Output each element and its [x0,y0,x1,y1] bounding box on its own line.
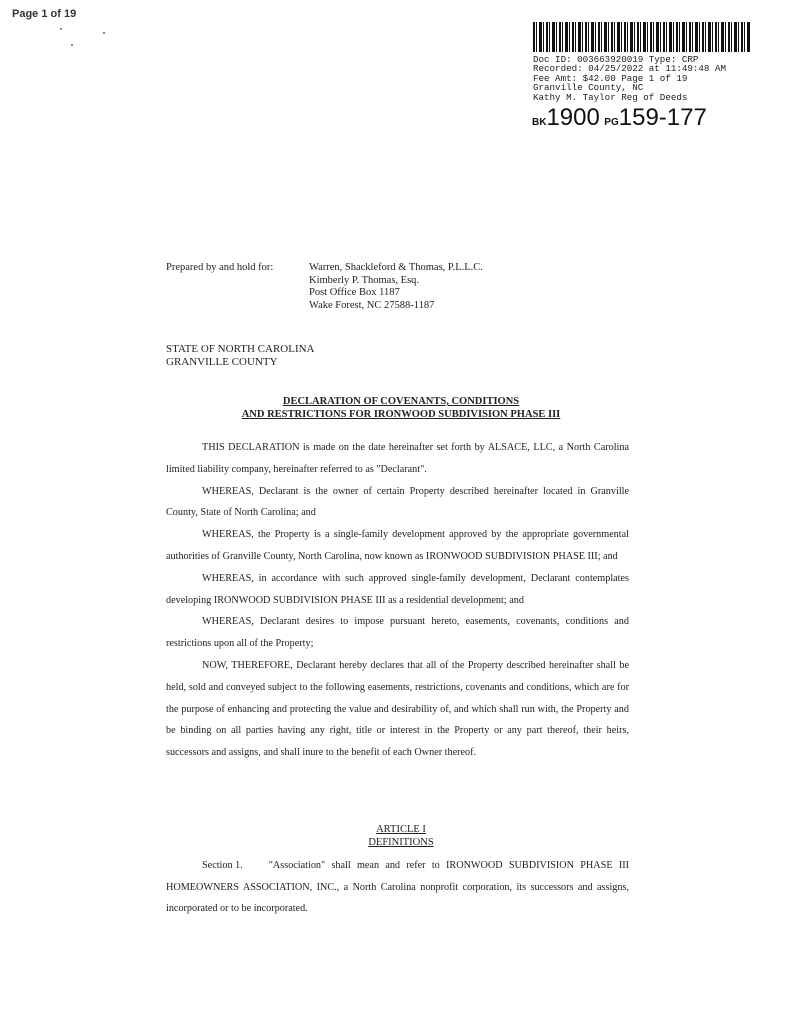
section-label: Section 1. [202,860,243,871]
paragraph: NOW, THEREFORE, Declarant hereby declares that all of the Property described hereinafter shall be held, sold and conveyed subject to the following easements, restrictions, covenants and conditions, which are for the purpose of enhancing and protecting the value and desirability of, and which shall run with, the Property and be binding on all parties having any right, title or interest in the Property or any part thereof, their heirs, successors and assigns, and shall inure to the benefit of each Owner thereof. [166,659,629,759]
title-line: DECLARATION OF COVENANTS, CONDITIONS [282,396,520,407]
address-line: Wake Forest, NC 27588-1187 [309,300,435,312]
article-heading [166,824,636,849]
book-number: 1900 [546,104,600,131]
stamp-line: Kathy M. Taylor Reg of Deeds [533,91,688,103]
stamp-line: Doc ID: 003663920019 Type: CRP [533,54,699,65]
paragraph: WHEREAS, in accordance with such approved single-family development, Declarant contemplates developing IRONWOOD SUBDIVISION PHASE III as a residential development; and [166,572,629,606]
recitals [166,437,629,764]
article-title: DEFINITIONS [368,836,434,848]
paragraph: WHEREAS, Declarant desires to impose pursuant hereto, easements, covenants, conditions and restrictions upon all of the Property; [166,616,629,650]
address-line: Warren, Shackleford & Thomas, P.L.L.C. [309,262,483,273]
document-title [166,396,636,421]
state-line: STATE OF NORTH CAROLINA [166,343,315,355]
recording-stamp [533,55,726,102]
bk-label: BK [532,117,547,128]
pg-label: PG [604,117,619,128]
address-line: Kimberly P. Thomas, Esq. [309,274,420,286]
jurisdiction [166,343,315,368]
scan-speck [103,32,105,34]
scan-speck [71,44,73,46]
section-1 [166,855,629,920]
scan-speck [60,28,62,30]
title-line: AND RESTRICTIONS FOR IRONWOOD SUBDIVISION PHASE III [241,408,561,420]
prepared-by-address [309,262,483,313]
address-line: Post Office Box 1187 [309,287,400,299]
county-line: GRANVILLE COUNTY [166,355,278,368]
article-number: ARTICLE I [376,824,426,835]
book-page-reference [532,104,707,132]
barcode [533,22,751,52]
page-indicator: Page 1 of 19 [12,8,77,20]
paragraph: THIS DECLARATION is made on the date hereinafter set forth by ALSACE, LLC, a North Carolina limited liability company, hereinafter referred to as "Declarant". [166,442,629,475]
section-text: "Association" shall mean and refer to IRONWOOD SUBDIVISION PHASE III HOMEOWNERS ASSOCIATION, INC., a North Carolina nonprofit corporation, its successors and assigns, incorporated or to be incorporated. [166,860,629,914]
prepared-by-label: Prepared by and hold for: [166,262,274,273]
paragraph: WHEREAS, the Property is a single-family development approved by the appropriate governmental authorities of Granville County, North Carolina, now known as IRONWOOD SUBDIVISION PHASE III; and [166,529,629,562]
paragraph: WHEREAS, Declarant is the owner of certain Property described hereinafter located in Granville County, State of North Carolina; and [166,485,629,519]
stamp-line: Fee Amt: $42.00 Page 1 of 19 [533,72,688,84]
page-range: 159-177 [618,104,707,131]
stamp-line: Recorded: 04/25/2022 at 11:49:48 AM [533,63,726,75]
stamp-line: Granville County, NC [533,82,644,94]
